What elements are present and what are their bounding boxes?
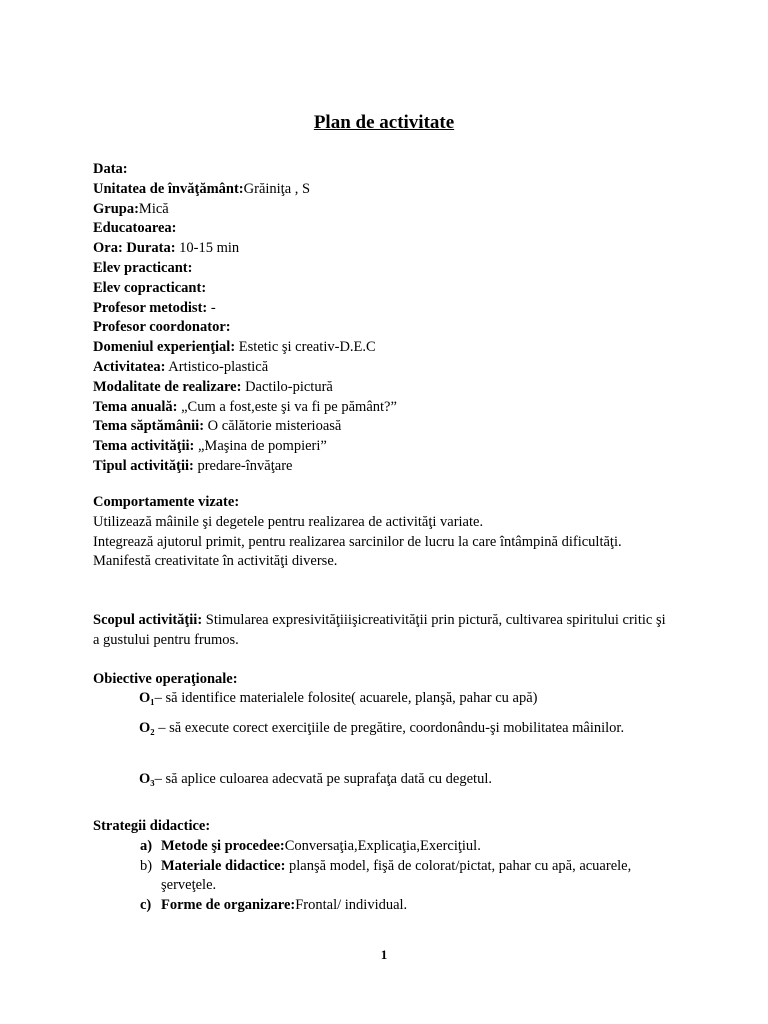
item-content — [161, 896, 673, 916]
field-value: Mică — [138, 200, 169, 217]
field-label: Tipul activităţii: — [93, 457, 194, 474]
field-tema-anuala — [93, 398, 713, 418]
field-grupa — [93, 200, 713, 220]
field-value: O călătorie misterioasă — [204, 418, 342, 435]
objective-text: – să execute corect exerciţiile de pregătire, coordonându-şi mobilitatea mâinilor. — [154, 720, 625, 736]
item-content — [161, 857, 673, 897]
item-label: Forme de organizare: — [161, 897, 296, 914]
field-activitatea — [93, 358, 713, 378]
field-profesor-metodist — [93, 299, 713, 319]
strategii-section — [93, 817, 673, 916]
item-label: Materiale didactice: — [161, 857, 286, 874]
objective-code: O₃ — [139, 771, 155, 787]
field-label: Tema anuală: — [93, 398, 178, 415]
comportament-item: Integrează ajutorul primit, pentru realizarea sarcinilor de lucru la care întâmpină dificultăţi. — [93, 533, 622, 550]
objective-text: – să aplice culoarea adecvată pe suprafaţa dată cu degetul. — [154, 771, 492, 787]
scop-text: Stimularea expresivităţiiişicreativităţii prin pictură, cultivarea spiritului critic şi a gustului pentru frumos. — [93, 612, 666, 648]
scop-section — [93, 611, 673, 651]
field-label: Educatoarea: — [93, 220, 177, 237]
comportamente-heading: Comportamente vizate: — [93, 494, 240, 510]
field-label: Profesor metodist: — [93, 299, 208, 316]
field-value: „Maşina de pompieri” — [194, 438, 327, 455]
field-label: Elev practicant: — [93, 259, 193, 276]
field-modalitate — [93, 378, 713, 398]
strategie-item-a — [93, 837, 673, 857]
objective-text: – să identifice materialele folosite( acuarele, planşă, pahar cu apă) — [154, 690, 538, 706]
field-value: - — [207, 299, 216, 316]
objective-3 — [139, 770, 679, 790]
scop-label: Scopul activităţii: — [93, 612, 203, 628]
item-content — [161, 837, 673, 857]
field-unitatea — [93, 180, 713, 200]
comportament-item: Utilizează mâinile şi degetele pentru realizarea de activităţi variate. — [93, 513, 484, 530]
item-marker: c) — [140, 897, 152, 914]
item-marker: b) — [140, 857, 153, 874]
obiective-heading: Obiective operaţionale: — [93, 671, 238, 687]
item-label: Metode şi procedee: — [161, 837, 285, 854]
comportament-item: Manifestă creativitate în activităţi diverse. — [93, 553, 338, 570]
field-label: Activitatea: — [93, 358, 166, 375]
strategii-heading: Strategii didactice: — [93, 818, 211, 834]
info-fields — [93, 160, 713, 477]
field-value: 10-15 min — [175, 240, 240, 257]
field-tema-activitatii — [93, 437, 713, 457]
field-value: Grăiniţa , S — [243, 180, 311, 197]
field-label: Elev copracticant: — [93, 279, 207, 296]
objective-code: O₂ — [139, 720, 155, 736]
field-domeniul — [93, 338, 713, 358]
item-text: planşă model, fişă de colorat/pictat, pahar cu apă, acuarele, şerveţele. — [161, 857, 632, 894]
item-marker: a) — [140, 837, 153, 854]
field-value: Artistico-plastică — [165, 358, 269, 375]
page-number: 1 — [380, 947, 388, 962]
field-educatoarea — [93, 219, 713, 239]
field-label: Tema săptămânii: — [93, 418, 205, 435]
field-data — [93, 160, 713, 180]
field-label: Unitatea de învăţământ: — [93, 180, 244, 197]
objective-code: O₁ — [139, 690, 155, 706]
strategie-item-b — [93, 857, 673, 897]
field-value: predare-învăţare — [193, 457, 293, 474]
page-title: Plan de activitate — [313, 112, 455, 133]
field-value: „Cum a fost,este şi va fi pe pământ?” — [177, 398, 397, 415]
comportamente-section — [93, 493, 673, 572]
item-text: Frontal/ individual. — [295, 897, 408, 914]
field-tipul-activitatii — [93, 457, 713, 477]
field-label: Grupa: — [93, 200, 139, 217]
strategie-item-c — [93, 896, 673, 916]
field-label: Profesor coordonator: — [93, 319, 231, 336]
field-profesor-coordonator — [93, 318, 713, 338]
field-elev-practicant — [93, 259, 713, 279]
objective-2 — [139, 715, 679, 742]
field-ora-durata — [93, 239, 713, 259]
field-tema-saptamanii — [93, 417, 713, 437]
field-label: Ora: Durata: — [93, 240, 176, 257]
objective-1 — [139, 689, 679, 709]
field-label: Modalitate de realizare: — [93, 378, 242, 395]
field-value: Estetic şi creativ-D.E.C — [235, 339, 376, 356]
field-elev-copracticant — [93, 279, 713, 299]
field-label: Tema activităţii: — [93, 438, 195, 455]
field-label: Domeniul experienţial: — [93, 339, 236, 356]
item-text: Conversaţia,Explicaţia,Exerciţiul. — [284, 837, 481, 854]
field-value: Dactilo-pictură — [241, 378, 333, 395]
field-label: Data: — [93, 161, 128, 177]
